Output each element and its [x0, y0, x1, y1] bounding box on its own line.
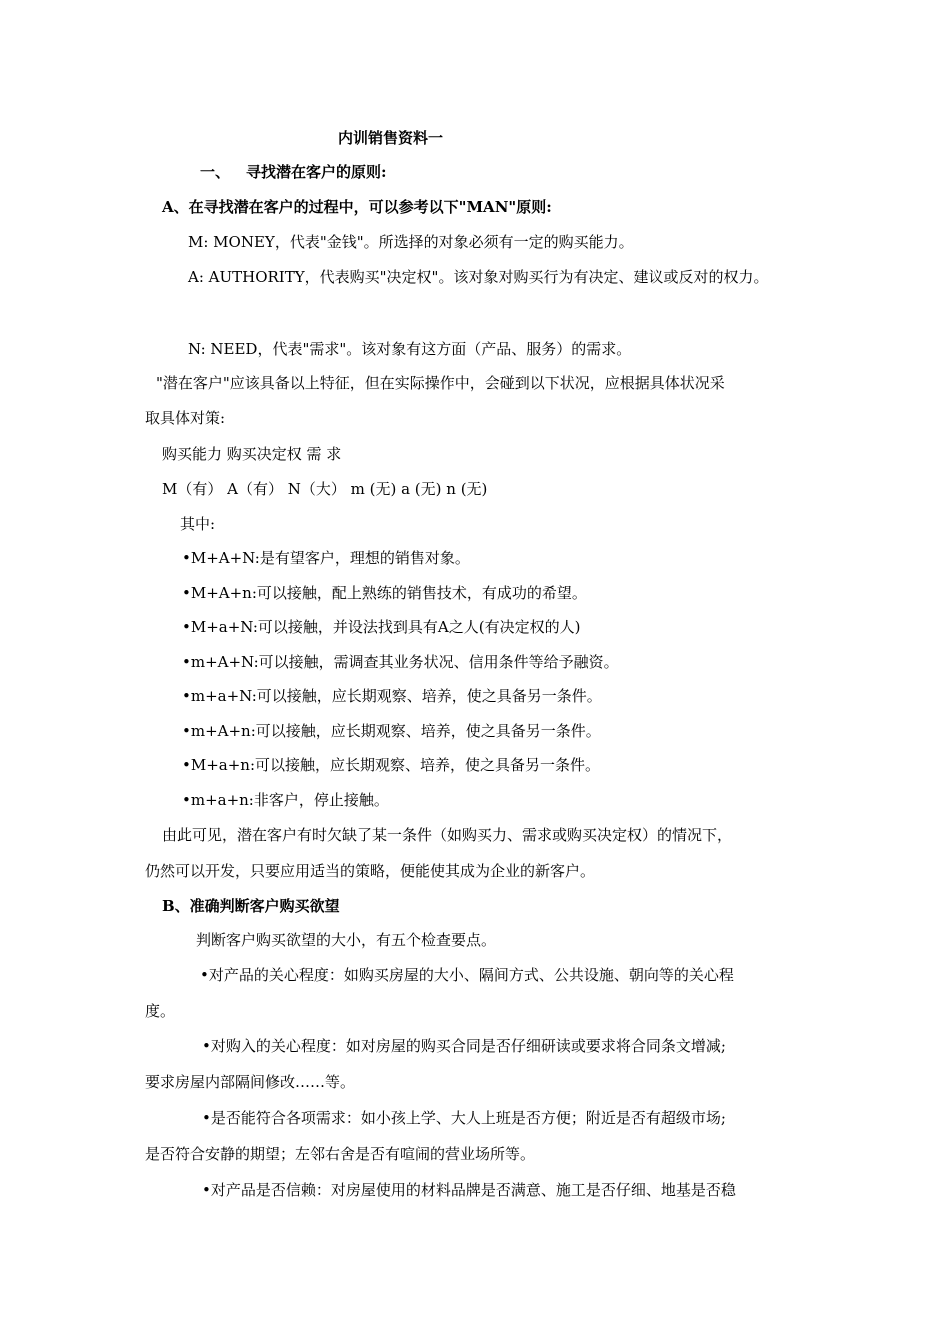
table-values-line: M（有） A（有） N（大） m (无) a (无) n (无)	[162, 480, 488, 498]
section-1-heading: 寻找潜在客户的原则:	[246, 163, 387, 181]
combo-item: •m+a+N:可以接触，应长期观察、培养，使之具备另一条件。	[182, 687, 602, 705]
combo-item: •M+a+N:可以接触，并设法找到具有A之人(有决定权的人)	[182, 618, 581, 636]
combo-item: •m+A+n:可以接触，应长期观察、培养，使之具备另一条件。	[182, 722, 601, 740]
b-point-line: •对产品是否信赖：对房屋使用的材料品牌是否满意、施工是否仔细、地基是否稳	[202, 1181, 736, 1199]
among-label: 其中:	[180, 515, 216, 533]
features-line-2: 取具体对策:	[145, 409, 226, 427]
table-header-line: 购买能力 购买决定权 需 求	[162, 445, 342, 463]
b-point-line: 度。	[145, 1002, 176, 1020]
b-point-line: •是否能符合各项需求：如小孩上学、大人上班是否方便；附近是否有超级市场;	[202, 1109, 726, 1127]
man-n-line: N: NEED，代表"需求"。该对象有这方面（产品、服务）的需求。	[188, 340, 632, 358]
b-point-line: 要求房屋内部隔间修改……等。	[145, 1073, 356, 1091]
document-title: 内训销售资料一	[338, 129, 444, 147]
combo-item: •M+a+n:可以接触，应长期观察、培养，使之具备另一条件。	[182, 756, 601, 774]
conclusion-line-1: 由此可见，潜在客户有时欠缺了某一条件（如购买力、需求或购买决定权）的情况下，	[162, 826, 733, 844]
features-line-1: "潜在客户"应该具备以上特征，但在实际操作中，会碰到以下状况，应根据具体状况采	[156, 374, 725, 392]
sub-a-heading: A、在寻找潜在客户的过程中，可以参考以下"MAN"原则:	[162, 198, 552, 216]
combo-item: •M+A+N:是有望客户，理想的销售对象。	[182, 549, 470, 567]
combo-item: •m+a+n:非客户，停止接触。	[182, 791, 389, 809]
sub-b-heading: B、准确判断客户购买欲望	[162, 897, 340, 915]
combo-item: •M+A+n:可以接触，配上熟练的销售技术，有成功的希望。	[182, 584, 587, 602]
b-point-line: •对产品的关心程度：如购买房屋的大小、隔间方式、公共设施、朝向等的关心程	[200, 966, 734, 984]
b-intro: 判断客户购买欲望的大小，有五个检查要点。	[196, 931, 497, 949]
man-m-line: M: MONEY，代表"金钱"。所选择的对象必须有一定的购买能力。	[188, 233, 634, 251]
section-1-number: 一、	[200, 163, 231, 181]
b-point-line: 是否符合安静的期望；左邻右舍是否有喧闹的营业场所等。	[145, 1145, 536, 1163]
combo-item: •m+A+N:可以接触，需调查其业务状况、信用条件等给予融资。	[182, 653, 619, 671]
man-a-line: A: AUTHORITY，代表购买"决定权"。该对象对购买行为有决定、建议或反对的权力。	[188, 268, 769, 286]
conclusion-line-2: 仍然可以开发，只要应用适当的策略，便能使其成为企业的新客户。	[145, 862, 596, 880]
b-point-line: •对购入的关心程度：如对房屋的购买合同是否仔细研读或要求将合同条文增减;	[202, 1037, 726, 1055]
